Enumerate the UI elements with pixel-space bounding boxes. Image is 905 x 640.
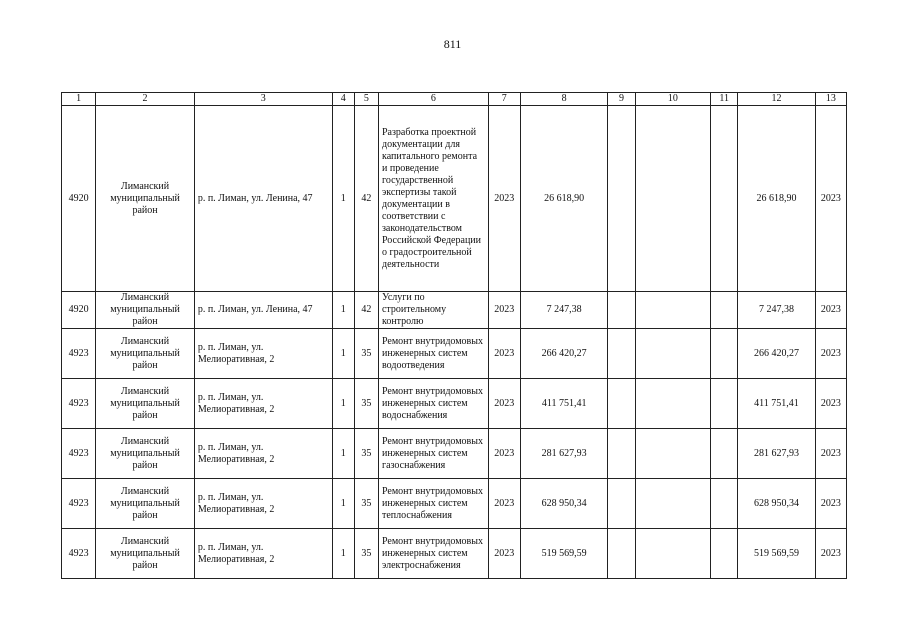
work-type-cell: Разработка проектной документации для капитального ремонта и проведение государственной экспертизы такой документации в соответствии с законодательством Российской Федерации о градостроительной деятельности: [378, 106, 488, 292]
address-cell: р. п. Лиман, ул. Мелиоративная, 2: [194, 479, 332, 529]
total-cell: 266 420,27: [738, 329, 815, 379]
cost-cell: 628 950,34: [520, 479, 608, 529]
total-cell: 411 751,41: [738, 379, 815, 429]
row-number-cell: 4923: [62, 529, 96, 579]
table-row: [62, 429, 847, 479]
header-cell: 9: [608, 93, 635, 106]
municipality-cell: Лиманский муниципальный район: [96, 529, 195, 579]
year-cell: 2023: [488, 429, 520, 479]
header-cell: 10: [635, 93, 710, 106]
col11-cell: [711, 292, 738, 329]
row-number-cell: 4920: [62, 106, 96, 292]
total-cell: 628 950,34: [738, 479, 815, 529]
municipality-cell: Лиманский муниципальный район: [96, 329, 195, 379]
address-cell: р. п. Лиман, ул. Ленина, 47: [194, 106, 332, 292]
header-cell: 11: [711, 93, 738, 106]
municipality-cell: Лиманский муниципальный район: [96, 292, 195, 329]
col11-cell: [711, 479, 738, 529]
col4-cell: 1: [332, 379, 354, 429]
work-type-cell: Ремонт внутридомовых инженерных систем электроснабжения: [378, 529, 488, 579]
col9-cell: [608, 479, 635, 529]
col5-cell: 35: [354, 429, 378, 479]
cost-cell: 7 247,38: [520, 292, 608, 329]
col11-cell: [711, 429, 738, 479]
col4-cell: 1: [332, 479, 354, 529]
work-type-cell: Услуги по строительному контролю: [378, 292, 488, 329]
header-cell: 4: [332, 93, 354, 106]
col9-cell: [608, 329, 635, 379]
address-cell: р. п. Лиман, ул. Ленина, 47: [194, 292, 332, 329]
year-cell: 2023: [488, 379, 520, 429]
table-body: [62, 93, 847, 579]
total-cell: 7 247,38: [738, 292, 815, 329]
address-cell: р. п. Лиман, ул. Мелиоративная, 2: [194, 429, 332, 479]
end-year-cell: 2023: [815, 479, 846, 529]
col4-cell: 1: [332, 429, 354, 479]
header-cell: 2: [96, 93, 195, 106]
end-year-cell: 2023: [815, 329, 846, 379]
work-type-cell: Ремонт внутридомовых инженерных систем водоотведения: [378, 329, 488, 379]
cost-cell: 281 627,93: [520, 429, 608, 479]
col9-cell: [608, 429, 635, 479]
col10-cell: [635, 479, 710, 529]
work-type-cell: Ремонт внутридомовых инженерных систем газоснабжения: [378, 429, 488, 479]
col5-cell: 42: [354, 106, 378, 292]
total-cell: 26 618,90: [738, 106, 815, 292]
col10-cell: [635, 292, 710, 329]
header-cell: 7: [488, 93, 520, 106]
table-row: [62, 292, 847, 329]
year-cell: 2023: [488, 329, 520, 379]
register-table: [61, 92, 847, 579]
work-type-cell: Ремонт внутридомовых инженерных систем водоснабжения: [378, 379, 488, 429]
col4-cell: 1: [332, 329, 354, 379]
row-number-cell: 4923: [62, 429, 96, 479]
header-cell: 8: [520, 93, 608, 106]
total-cell: 519 569,59: [738, 529, 815, 579]
year-cell: 2023: [488, 292, 520, 329]
header-cell: 5: [354, 93, 378, 106]
table-row: [62, 106, 847, 292]
year-cell: 2023: [488, 106, 520, 292]
header-cell: 1: [62, 93, 96, 106]
header-cell: 3: [194, 93, 332, 106]
total-cell: 281 627,93: [738, 429, 815, 479]
col5-cell: 42: [354, 292, 378, 329]
row-number-cell: 4923: [62, 479, 96, 529]
table-row: [62, 529, 847, 579]
col4-cell: 1: [332, 106, 354, 292]
address-cell: р. п. Лиман, ул. Мелиоративная, 2: [194, 329, 332, 379]
col5-cell: 35: [354, 329, 378, 379]
col4-cell: 1: [332, 292, 354, 329]
cost-cell: 411 751,41: [520, 379, 608, 429]
cost-cell: 266 420,27: [520, 329, 608, 379]
end-year-cell: 2023: [815, 106, 846, 292]
col4-cell: 1: [332, 529, 354, 579]
col9-cell: [608, 106, 635, 292]
municipality-cell: Лиманский муниципальный район: [96, 379, 195, 429]
col5-cell: 35: [354, 379, 378, 429]
cost-cell: 26 618,90: [520, 106, 608, 292]
year-cell: 2023: [488, 529, 520, 579]
table-row: [62, 379, 847, 429]
cost-cell: 519 569,59: [520, 529, 608, 579]
col10-cell: [635, 106, 710, 292]
address-cell: р. п. Лиман, ул. Мелиоративная, 2: [194, 379, 332, 429]
end-year-cell: 2023: [815, 529, 846, 579]
header-row: [62, 93, 847, 106]
header-cell: 12: [738, 93, 815, 106]
col5-cell: 35: [354, 529, 378, 579]
table-row: [62, 479, 847, 529]
col11-cell: [711, 379, 738, 429]
col9-cell: [608, 292, 635, 329]
col10-cell: [635, 529, 710, 579]
municipality-cell: Лиманский муниципальный район: [96, 479, 195, 529]
col11-cell: [711, 106, 738, 292]
col10-cell: [635, 379, 710, 429]
year-cell: 2023: [488, 479, 520, 529]
col10-cell: [635, 429, 710, 479]
end-year-cell: 2023: [815, 292, 846, 329]
col11-cell: [711, 329, 738, 379]
work-type-cell: Ремонт внутридомовых инженерных систем теплоснабжения: [378, 479, 488, 529]
col11-cell: [711, 529, 738, 579]
end-year-cell: 2023: [815, 379, 846, 429]
municipality-cell: Лиманский муниципальный район: [96, 429, 195, 479]
header-cell: 13: [815, 93, 846, 106]
col5-cell: 35: [354, 479, 378, 529]
end-year-cell: 2023: [815, 429, 846, 479]
row-number-cell: 4923: [62, 329, 96, 379]
header-cell: 6: [378, 93, 488, 106]
col10-cell: [635, 329, 710, 379]
col9-cell: [608, 379, 635, 429]
page-number: 811: [443, 37, 462, 51]
municipality-cell: Лиманский муниципальный район: [96, 106, 195, 292]
row-number-cell: 4920: [62, 292, 96, 329]
table-row: [62, 329, 847, 379]
row-number-cell: 4923: [62, 379, 96, 429]
col9-cell: [608, 529, 635, 579]
address-cell: р. п. Лиман, ул. Мелиоративная, 2: [194, 529, 332, 579]
